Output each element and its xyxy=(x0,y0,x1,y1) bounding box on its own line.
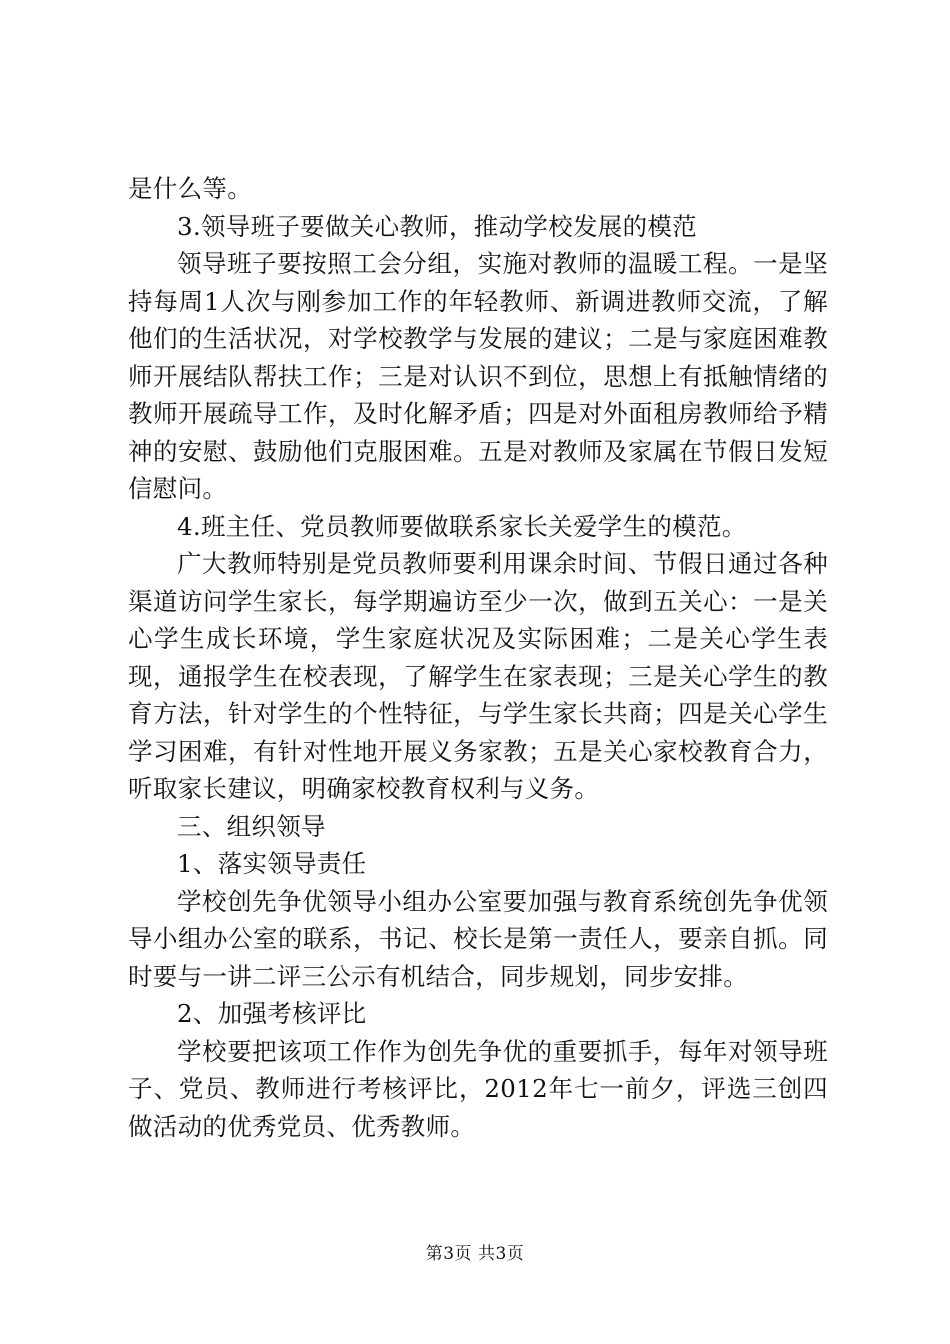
page-number-footer: 第3页 共3页 xyxy=(425,1244,525,1264)
section-heading: 1、落实领导责任 xyxy=(177,849,367,878)
section-heading: 4.班主任、党员教师要做联系家长关爱学生的模范。 xyxy=(177,511,747,541)
chapter-heading: 三、组织领导 xyxy=(177,811,326,841)
section-heading: 2、加强考核评比 xyxy=(177,999,367,1028)
paragraph: 广大教师特别是党员教师要利用课余时间、节假日通过各种渠道访问学生家长，每学期遍访至少一次，做到五关心：一是关心学生成长环境，学生家庭状况及实际困难；二是关心学生表现，通报学生在校表现，了解学生在家表现；三是关心学生的教育方法，针对学生的个性特征，与学生家长共商；四是关心学生学习困难，有针对性地开展义务家教；五是关心家校教育合力，听取家长建议，明确家校教育权利与义务。 xyxy=(128,549,828,803)
section-heading: 3.领导班子要做关心教师，推动学校发展的模范 xyxy=(177,211,697,241)
paragraph: 学校创先争优领导小组办公室要加强与教育系统创先争优领导小组办公室的联系，书记、校长是第一责任人，要亲自抓。同时要与一讲二评三公示有机结合，同步规划，同步安排。 xyxy=(128,886,828,991)
paragraph: 学校要把该项工作作为创先争优的重要抓手，每年对领导班子、党员、教师进行考核评比，2012年七一前夕，评选三创四做活动的优秀党员、优秀教师。 xyxy=(128,1036,828,1141)
document-body xyxy=(128,170,828,1145)
paragraph: 领导班子要按照工会分组，实施对教师的温暖工程。一是坚持每周1人次与刚参加工作的年轻教师、新调进教师交流，了解他们的生活状况，对学校教学与发展的建议；二是与家庭困难教师开展结队帮扶工作；三是对认识不到位，思想上有抵触情绪的教师开展疏导工作，及时化解矛盾；四是对外面租房教师给予精神的安慰、鼓励他们克服困难。五是对教师及家属在节假日发短信慰问。 xyxy=(128,249,828,503)
paragraph: 是什么等。 xyxy=(128,174,252,203)
